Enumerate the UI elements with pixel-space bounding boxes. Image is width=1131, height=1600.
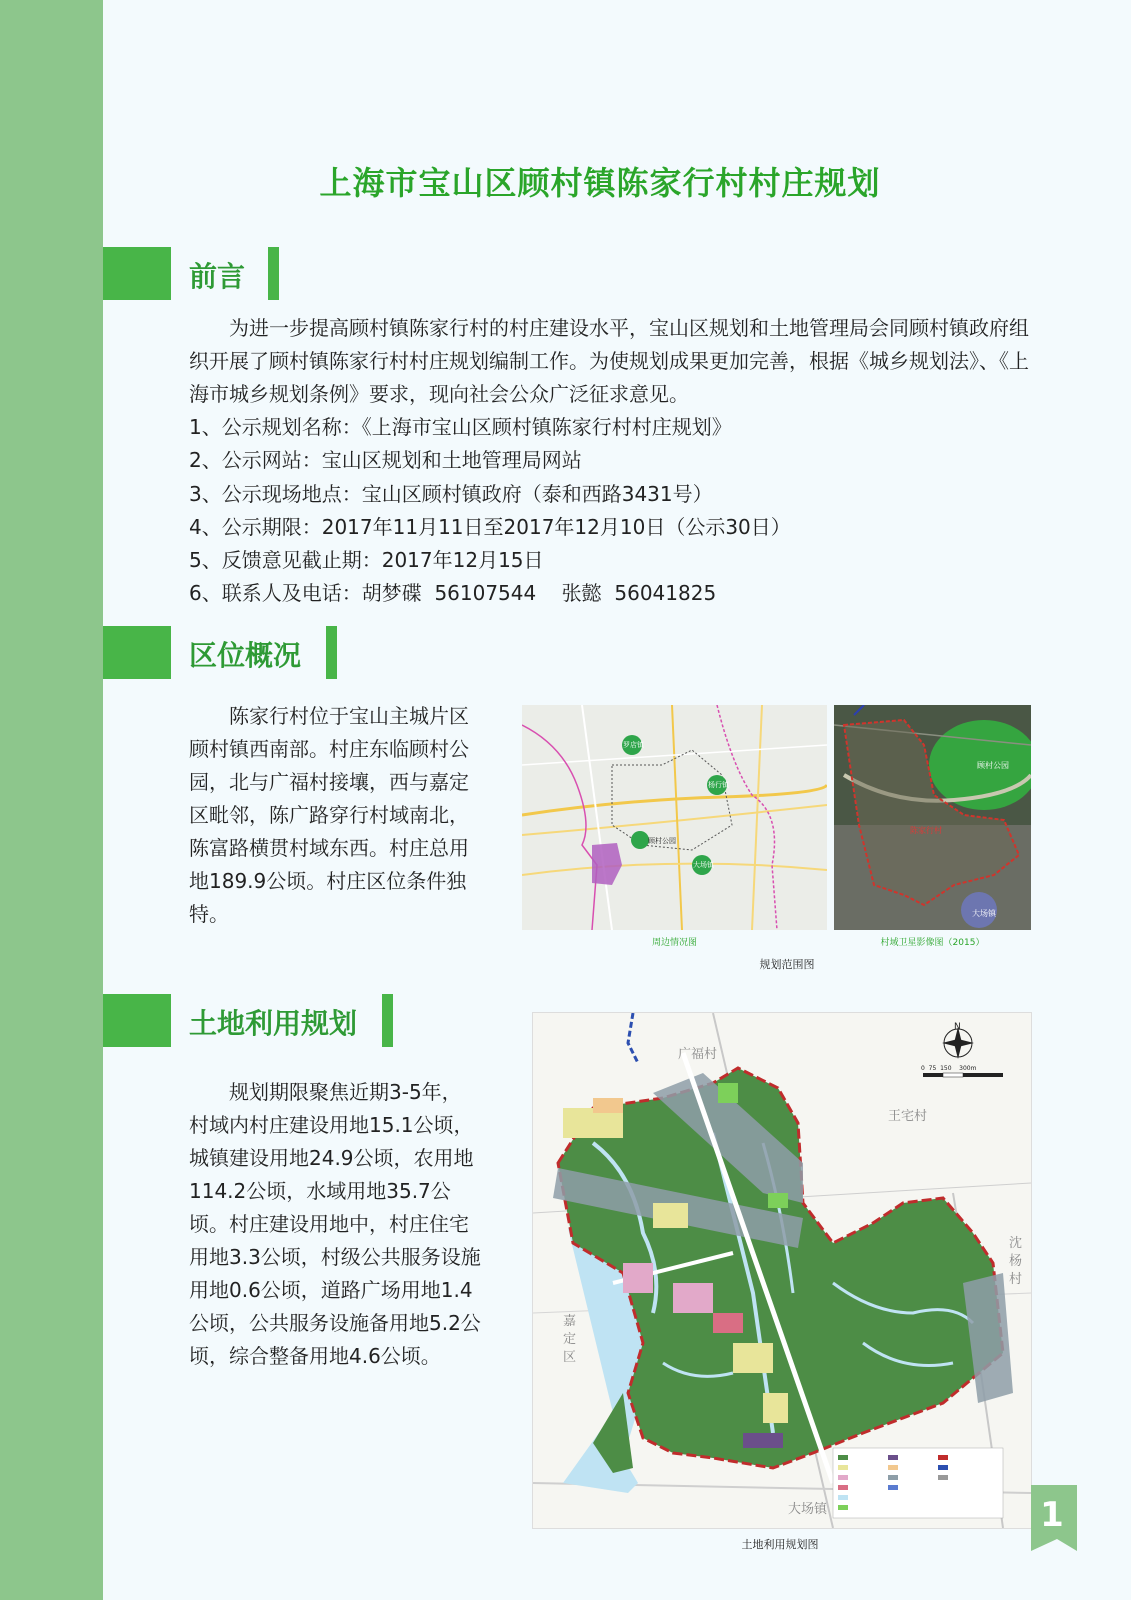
section-bar-landuse: [103, 994, 171, 1047]
map-label-luodian: 罗店镇: [623, 741, 644, 749]
left-decorative-band: [0, 0, 103, 1600]
sat-label-gucun-park: 顾村公园: [977, 761, 1009, 770]
satellite-map-caption: 村域卫星影像图（2015）: [880, 938, 985, 948]
preface-item-3: 3、公示现场地点：宝山区顾村镇政府（泰和西路3431号）: [189, 481, 713, 506]
preface-item-5: 5、反馈意见截止期：2017年12月15日: [189, 548, 544, 573]
sat-label-dachang: 大场镇: [972, 909, 996, 918]
landuse-map-label-dachang: 大场镇: [788, 1502, 828, 1517]
landuse-map-label-shenyang: 沈杨村: [1009, 1236, 1023, 1287]
landuse-map-label-guangfu: 广福村: [678, 1047, 718, 1062]
landuse-plan-map: [532, 1012, 1032, 1529]
section-marker-location: [326, 626, 337, 679]
section-bar-preface: [103, 247, 171, 300]
page-number-badge: [1027, 1485, 1077, 1551]
section-heading-preface: 前言: [189, 260, 246, 293]
landuse-map-label-wangzhai: 王宅村: [888, 1109, 928, 1124]
preface-item-4: 4、公示期限：2017年11月11日至2017年12月10日（公示30日）: [189, 514, 791, 539]
landuse-body: [189, 1076, 481, 1373]
preface-item-2: 2、公示网站：宝山区规划和土地管理局网站: [189, 448, 582, 473]
section-marker-landuse: [382, 994, 393, 1047]
scale-label: 0 75 150 300m: [921, 1065, 977, 1072]
section-heading-location: 区位概况: [189, 639, 302, 672]
preface-item-1: 1、公示规划名称：《上海市宝山区顾村镇陈家行村村庄规划》: [189, 415, 732, 439]
location-body: [189, 700, 481, 931]
preface-body: [189, 312, 1039, 611]
landuse-figure-caption: 土地利用规划图: [741, 1538, 819, 1551]
page-number: 1: [1040, 1495, 1064, 1535]
surroundings-map: [522, 705, 827, 930]
surroundings-map-caption: 周边情况图: [651, 938, 697, 948]
page-title: 上海市宝山区顾村镇陈家行村村庄规划: [319, 164, 881, 202]
section-bar-location: [103, 626, 171, 679]
preface-intro: 为进一步提高顾村镇陈家行村的村庄建设水平，宝山区规划和土地管理局会同顾村镇政府组织开展了顾村镇陈家行村村庄规划编制工作。为使规划成果更加完善，根据《城乡规划法》、《上海市城乡规划条例》要求，现向社会公众广泛征求意见。: [189, 316, 1029, 406]
location-text: 陈家行村位于宝山主城片区顾村镇西南部。村庄东临顾村公园，北与广福村接壤，西与嘉定区毗邻，陈广路穿行村域南北，陈富路横贯村域东西。村庄总用地189.9公顷。村庄区位条件独特。: [189, 704, 469, 926]
landuse-text: 规划期限聚焦近期3-5年，村域内村庄建设用地15.1公顷，城镇建设用地24.9公顷，农用地114.2公顷，水域用地35.7公顷。村庄建设用地中，村庄住宅用地3.3公顷，村级公共服务设施用地0.6公顷，道路广场用地1.4公顷，公共服务设施备用地5.2公顷，综合整备用地4.6公顷。: [189, 1080, 481, 1368]
map-label-yanghang: 杨行镇: [708, 781, 729, 789]
landuse-map-label-jiading: 嘉定区: [563, 1314, 577, 1365]
sat-label-village: 陈家行村: [910, 826, 942, 835]
map-label-dachang: 大场镇: [693, 861, 714, 869]
section-marker-preface: [268, 247, 279, 300]
map-label-gucun-park: 顾村公园: [648, 837, 676, 845]
satellite-map: [834, 705, 1031, 930]
north-label: N: [954, 1022, 961, 1032]
section-heading-landuse: 土地利用规划: [189, 1007, 358, 1040]
preface-item-6: 6、联系人及电话：胡梦碟 56107544 张懿 56041825: [189, 581, 717, 606]
location-figure-caption: 规划范围图: [759, 958, 815, 971]
